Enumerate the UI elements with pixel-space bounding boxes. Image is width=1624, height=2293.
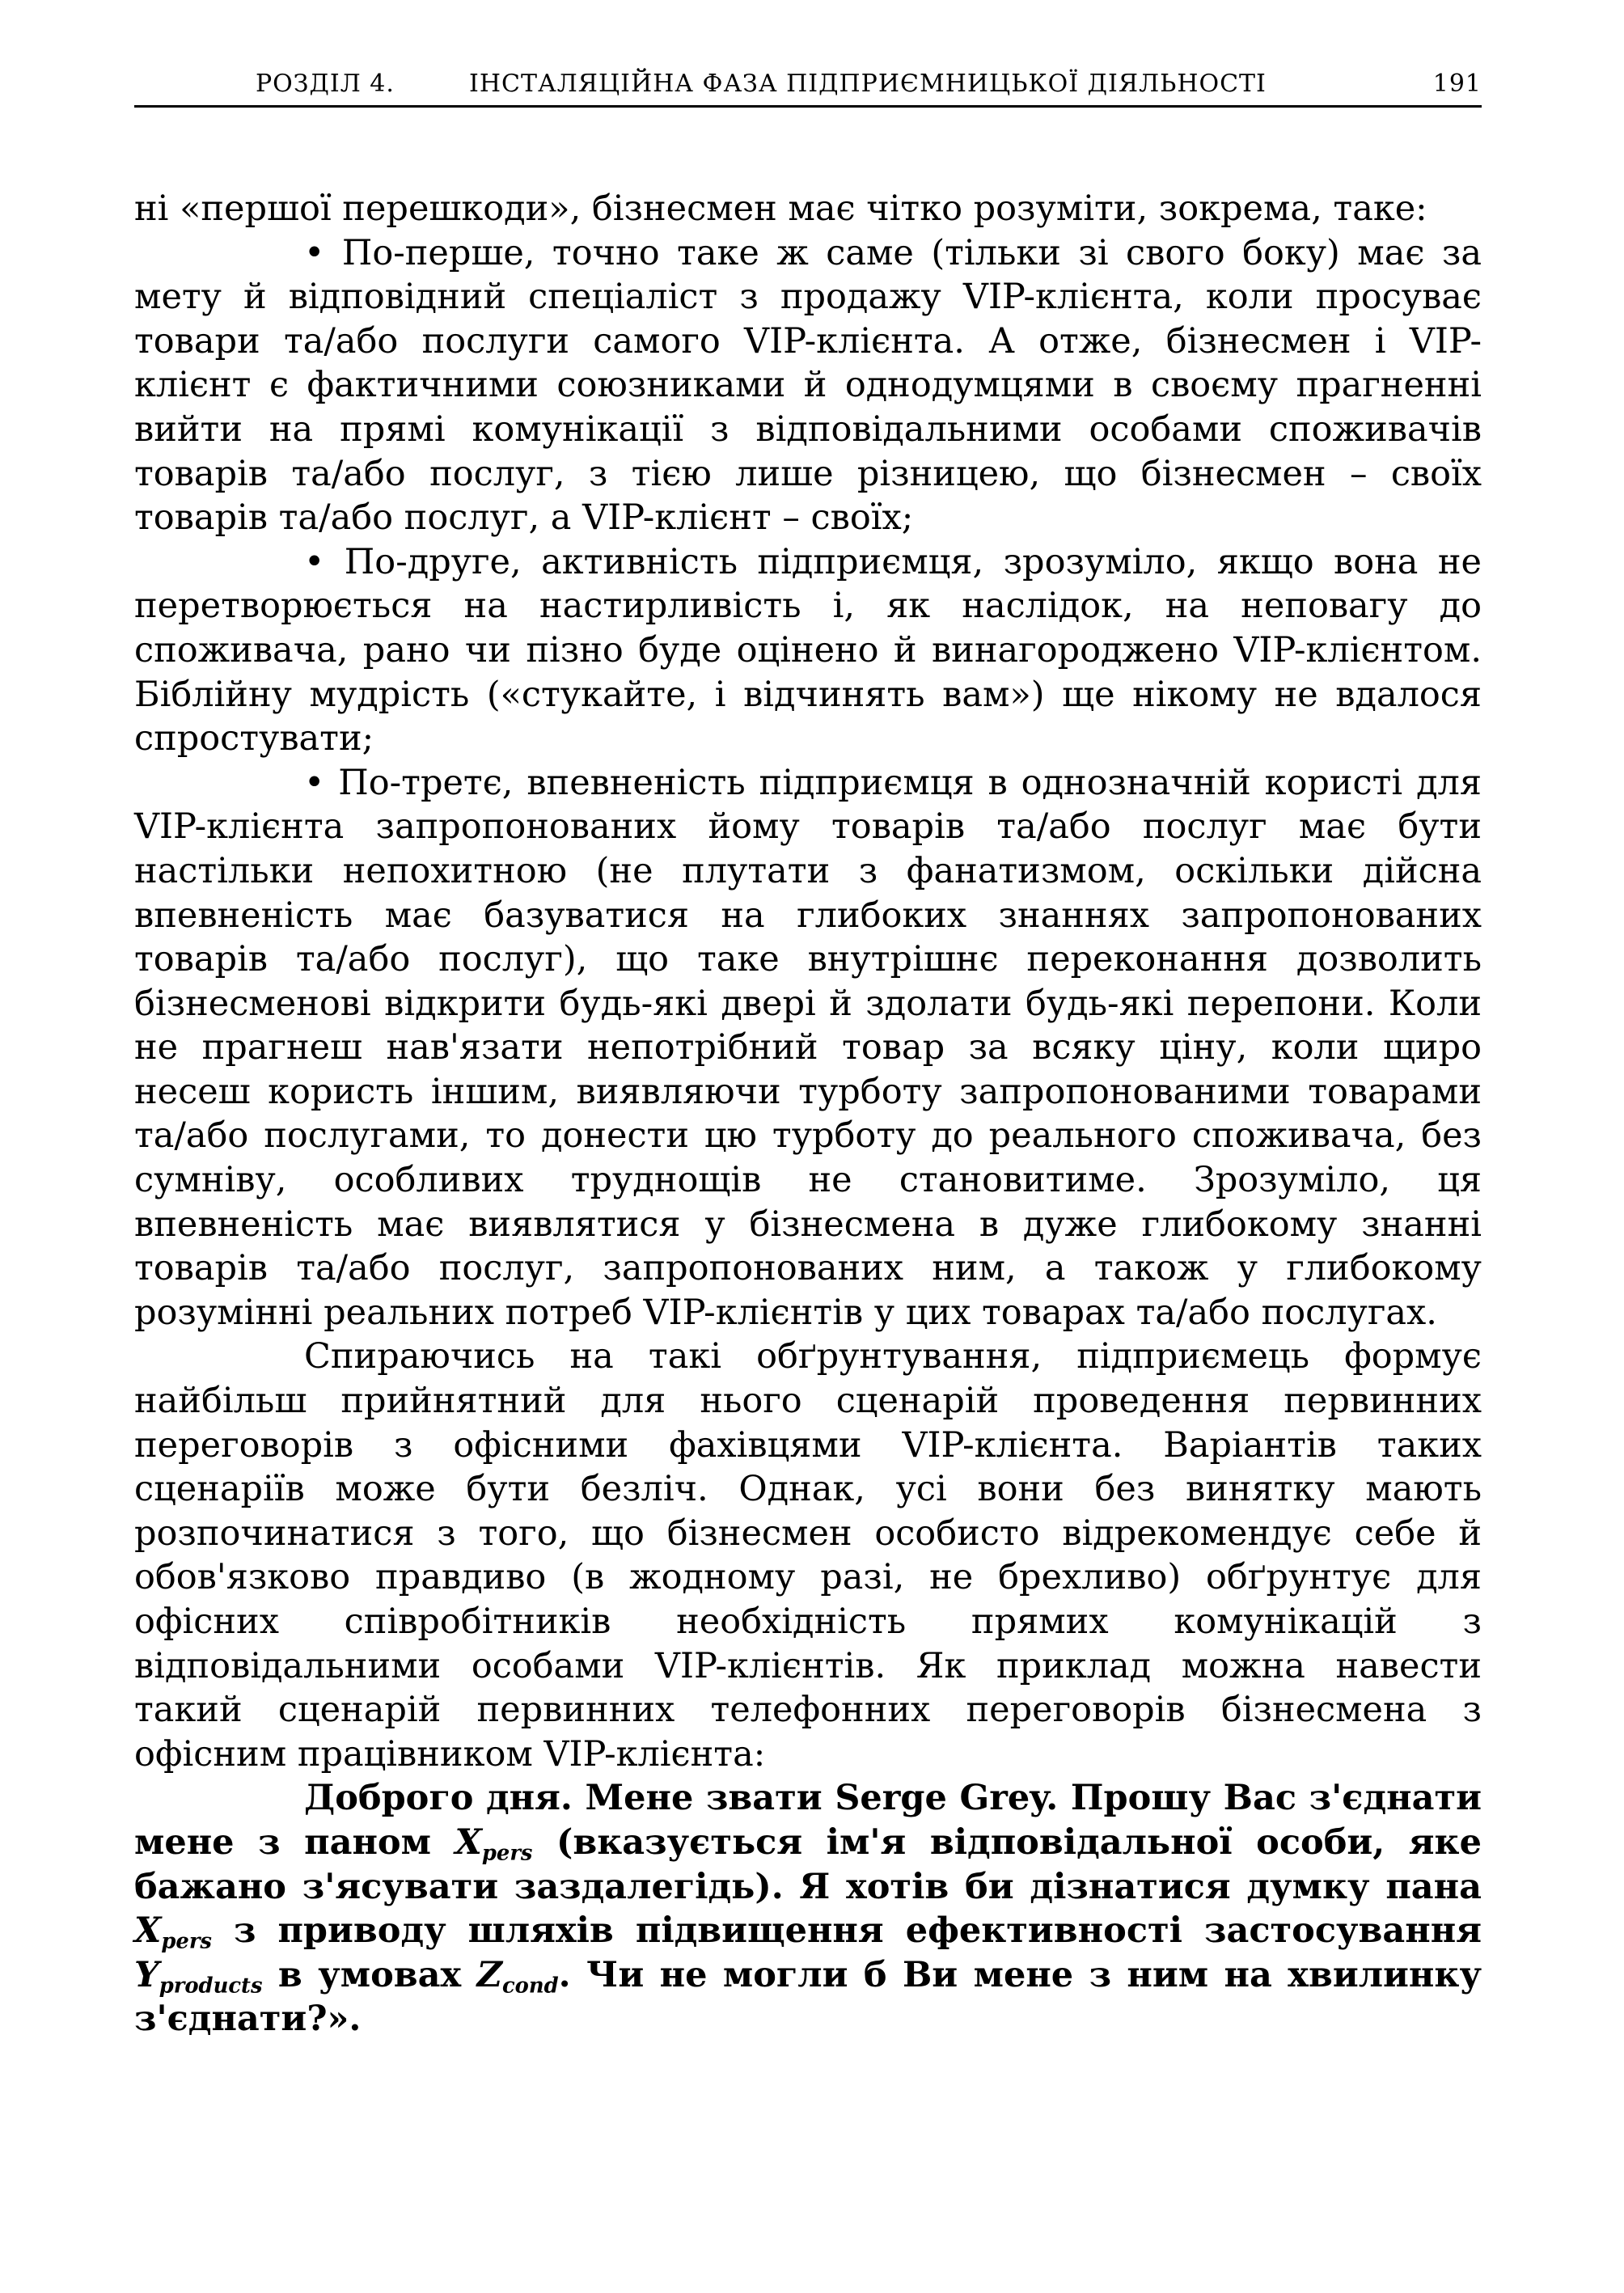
running-head <box>134 65 1482 108</box>
variable-x: $X_{pers}$ <box>134 1910 212 1954</box>
bullet-paragraph-2: • По-друге, активність підприємця, зрозуміло, якщо вона не перетворюється на настирливість і, як наслідок, на неповагу до споживача, рано чи пізно буде оцінено й винагороджено VIP-клієнтом. Біблійну мудрість («стукайте, і відчинять вам») ще нікому не вдалося спростувати; <box>134 541 1482 759</box>
paragraph: ні «першої перешкоди», бізнесмен має чітко розуміти, зокрема, таке: <box>134 188 1427 229</box>
bold-script-paragraph <box>134 1776 1482 2041</box>
script-text: в умовах <box>277 1954 462 1995</box>
bullet-paragraph-3: • По-третє, впевненість підприємця в однозначній користі для VIP-клієнта запропонованих йому товарів та/або послуг має бути настільки непохитною (не плутати з фанатизмом, оскільки дійсна впевненість має базуватися на глибоких знаннях запропонованих товарів та/або послуг), що таке внутрішнє переконання дозволить бізнесменові відкрити будь-які двері й здолати будь-які перепони. Коли не прагнеш нав'язати непотрібний товар за всяку ціну, коли щиро несеш користь іншим, виявляючи турботу запропонованими товарами та/або послугами, то донести цю турботу до реального споживача, без сумніву, особливих труднощів не становитиме. Зрозуміло, ця впевненість має виявлятися у бізнесмена в дуже глибокому знанні товарів та/або послуг, запропонованих ним, а також у глибокому розумінні реальних потреб VIP-клієнтів у цих товарах та/або послугах. <box>134 762 1482 1333</box>
script-text: Доброго дня. Мене звати Serge Grey. Прошу Вас з'єднати мене з паном <box>134 1778 1482 1863</box>
page-number: 191 <box>1432 70 1482 98</box>
script-text: . Чи не могли б Ви мене з ним на хвилинку з'єднати?». <box>134 1954 1482 2040</box>
bullet-paragraph-1: • По-перше, точно таке ж саме (тільки зі свого боку) має за мету й відповідний спеціаліст з продажу VIP-клієнта, коли просуває товари та/або послуги самого VIP-клієнта. А отже, бізнесмен і VIP-клієнт є фактичними союзниками й однодумцями в своєму прагненні вийти на прямі комунікації з відповідальними особами споживачів товарів та/або послуг, з тією лише різницею, що бізнесмен – своїх товарів та/або послуг, а VIP-клієнт – своїх; <box>134 232 1482 539</box>
script-text: з приводу шляхів підвищення ефективності застосування <box>233 1910 1482 1952</box>
chapter-label: РОЗДІЛ 4. <box>256 70 395 98</box>
paragraph: Спираючись на такі обґрунтування, підприємець формує найбільш прийнятний для нього сценарій проведення первинних переговорів з офісними фахівцями VIP-клієнта. Варіантів таких сценаріїв може бути безліч. Однак, усі вони без винятку мають розпочинатися з того, що бізнесмен особисто відрекомендує себе й обов'язково правдиво (в жодному разі, не брехливо) обґрунтує для офісних співробітників необхідність прямих комунікацій з відповідальними особами VIP-клієнтів. Як приклад можна навести такий сценарій первинних телефонних переговорів бізнесмена з офісним працівником VIP-клієнта: <box>134 1336 1482 1775</box>
variable-y: $Y_{products}$ <box>134 1954 263 1999</box>
body-text <box>134 187 1482 2041</box>
variable-x: $X_{pers}$ <box>455 1821 533 1866</box>
script-text: (вказується ім'я відповідальної особи, яке бажано з'ясувати заздалегідь). Я хотів би дізнатися думку пана <box>134 1821 1482 1907</box>
book-page <box>134 65 1482 2041</box>
variable-z: $Z_{cond}$ <box>476 1954 559 1999</box>
chapter-title: ІНСТАЛЯЦІЙНА ФАЗА ПІДПРИЄМНИЦЬКОЇ ДІЯЛЬНОСТІ <box>469 70 1267 98</box>
